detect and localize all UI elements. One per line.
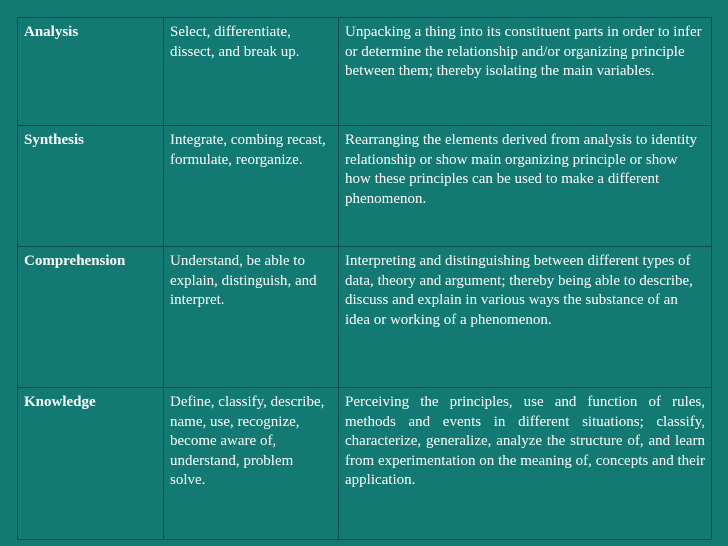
term-cell: Analysis	[18, 18, 164, 126]
term-cell: Synthesis	[18, 126, 164, 247]
verbs-cell: Define, classify, describe, name, use, recognize, become aware of, understand, problem solve.	[164, 388, 339, 540]
taxonomy-table	[17, 17, 712, 540]
table-row-synthesis	[18, 126, 712, 247]
description-cell: Unpacking a thing into its constituent parts in order to infer or determine the relationship and/or organizing principle between them; thereby isolating the main variables.	[339, 18, 712, 126]
description-cell: Rearranging the elements derived from analysis to identity relationship or show main organizing principle or show how these principles can be used to make a different phenomenon.	[339, 126, 712, 247]
description-cell: Perceiving the principles, use and function of rules, methods and events in different situations; classify, characterize, generalize, analyze the structure of, and learn from experimentation on the meaning of, concepts and their application.	[339, 388, 712, 540]
verbs-cell: Integrate, combing recast, formulate, reorganize.	[164, 126, 339, 247]
term-cell: Comprehension	[18, 247, 164, 388]
table-row-analysis	[18, 18, 712, 126]
table-row-comprehension	[18, 247, 712, 388]
term-cell: Knowledge	[18, 388, 164, 540]
description-cell: Interpreting and distinguishing between different types of data, theory and argument; thereby being able to describe, discuss and explain in various ways the substance of an idea or working of a phenomenon.	[339, 247, 712, 388]
verbs-cell: Understand, be able to explain, distinguish, and interpret.	[164, 247, 339, 388]
table-row-knowledge	[18, 388, 712, 540]
verbs-cell: Select, differentiate, dissect, and break up.	[164, 18, 339, 126]
